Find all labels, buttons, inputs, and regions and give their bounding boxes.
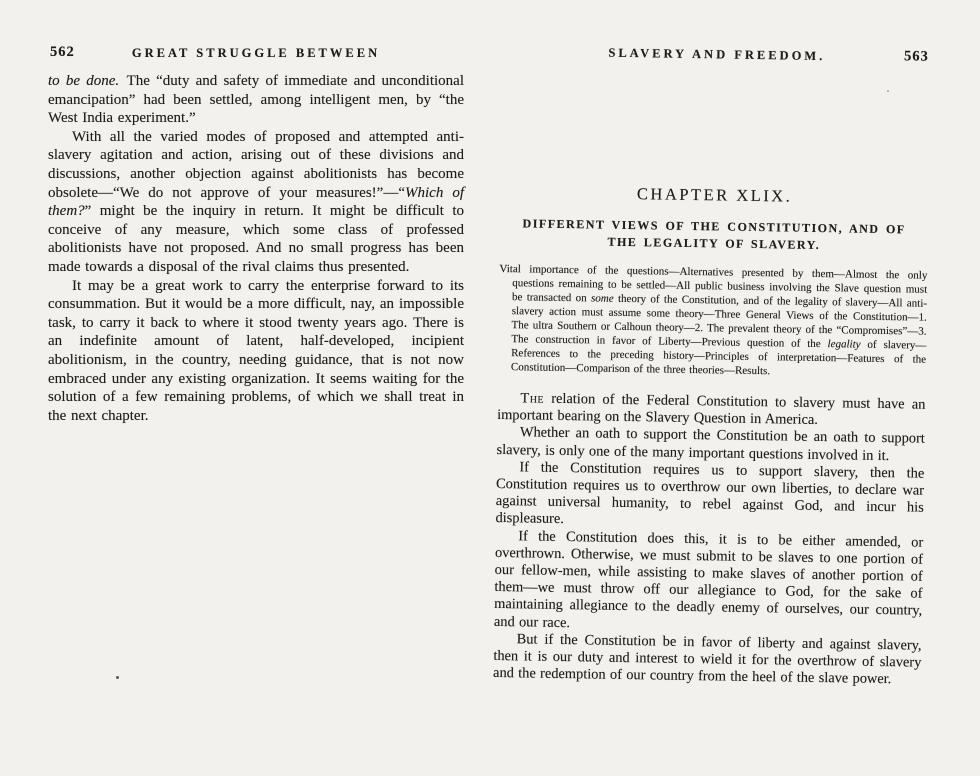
left-page bbox=[48, 46, 464, 425]
paragraph-text: Whether an oath to support the Constitution be an oath to support slavery, is only one of the many important questions involved in it. bbox=[496, 424, 925, 464]
chapter-heading: CHAPTER XLIX. bbox=[636, 184, 793, 206]
paragraph-text: relation of the Federal Constitution to slavery must have an important bearing on the Slavery Question in America. bbox=[497, 390, 926, 429]
italic-phrase: to be done. bbox=[48, 73, 120, 89]
left-page-number: 562 bbox=[50, 44, 75, 60]
paragraph bbox=[48, 277, 464, 426]
italic-phrase: legality bbox=[827, 338, 861, 351]
chapter-synopsis bbox=[498, 262, 928, 381]
paragraph bbox=[48, 72, 464, 128]
right-page-body bbox=[493, 390, 926, 689]
italic-phrase: some bbox=[590, 292, 614, 305]
synopsis-text: theory of the Constitution, and of the legality of slavery—All anti-slavery action must assume some theory—Three General Views of the Constitution—1. The ultra Southern or Calhoun theory—2. The prevalent theory of the “Compromises”—3. The construction in favor of Liberty—Previous question of the bbox=[511, 292, 928, 351]
paragraph-text: ” might be the inquiry in return. It might be difficult to conceive of any measure, which some class of professed abolitionists have not proposed. And no small progress has been made towards a disposal of the rival claims thus presented. bbox=[48, 203, 464, 275]
paragraph bbox=[495, 459, 924, 535]
paragraph bbox=[494, 528, 924, 638]
paragraph bbox=[48, 128, 464, 277]
right-page-number: 563 bbox=[903, 48, 929, 65]
right-running-head: SLAVERY AND FREEDOM. bbox=[608, 45, 826, 64]
italic-phrase: Which of them? bbox=[48, 184, 465, 220]
paragraph-text: The “duty and safety of immediate and unconditional emancipation” had been settled, among intelligent men, by “the West India experiment.” bbox=[48, 73, 464, 127]
left-running-head: GREAT STRUGGLE BETWEEN bbox=[131, 46, 381, 60]
paragraph-text: If the Constitution requires us to support slavery, then the Constitution requires us to overthrow our own liberties, to declare war against universal humanity, to rebel against God, and incur his displeasure. bbox=[495, 459, 925, 528]
right-page bbox=[493, 44, 931, 689]
right-page-header bbox=[503, 44, 931, 67]
paragraph-text: With all the varied modes of proposed and attempted anti-slavery agitation and action, arising out of these divisions and discussions, another objection against abolitionists has become obsolete—“We do not approve of your measures!”—“ bbox=[48, 128, 464, 201]
paragraph-text: It may be a great work to carry the enterprise forward to its consummation. But it would be a more difficult, nay, an impossible task, to carry it back to where it stood twenty years ago. There is an indefinite amount of latent, half-developed, incipient abolitionism, in the country, needing guidance, that is not now embraced under any existing organization. It seems waiting for the solution of a few remaining problems, of which we shall treat in the next chapter. bbox=[48, 277, 464, 424]
synopsis-text: of slavery—References to the preceding history—Principles of interpretation—Features of the Constitution—Comparison of the three theories—Results. bbox=[510, 338, 927, 378]
synopsis-text: Vital importance of the questions—Alternatives presented by them—Almost the only questions remaining to be settled—All public business involving the Slave question must be transacted on bbox=[499, 262, 928, 305]
paragraph bbox=[493, 631, 922, 689]
left-page-body bbox=[48, 72, 464, 425]
smallcaps-word: The bbox=[520, 390, 545, 407]
paragraph-text: But if the Constitution be in favor of liberty and against slavery, then it is our duty and interest to wield it for the overthrow of slavery and the redemption of our country from the heel of the slave power. bbox=[492, 631, 922, 688]
left-page-header bbox=[48, 46, 464, 62]
paragraph-text: If the Constitution does this, it is to be either amended, or overthrown. Otherwise, we must submit to be slaves to one portion of our fellow-men, while assisting to make slaves of another portion of them—we must throw off our allegiance to God, for the sake of maintaining allegiance to the deadly enemy of ourselves, our country, and our race. bbox=[493, 527, 924, 631]
chapter-subtitle: DIFFERENT VIEWS OF THE CONSTITUTION, AND OF THE LEGALITY OF SLAVERY. bbox=[522, 216, 906, 253]
scan-speck bbox=[887, 90, 889, 92]
scan-speck bbox=[116, 676, 119, 679]
